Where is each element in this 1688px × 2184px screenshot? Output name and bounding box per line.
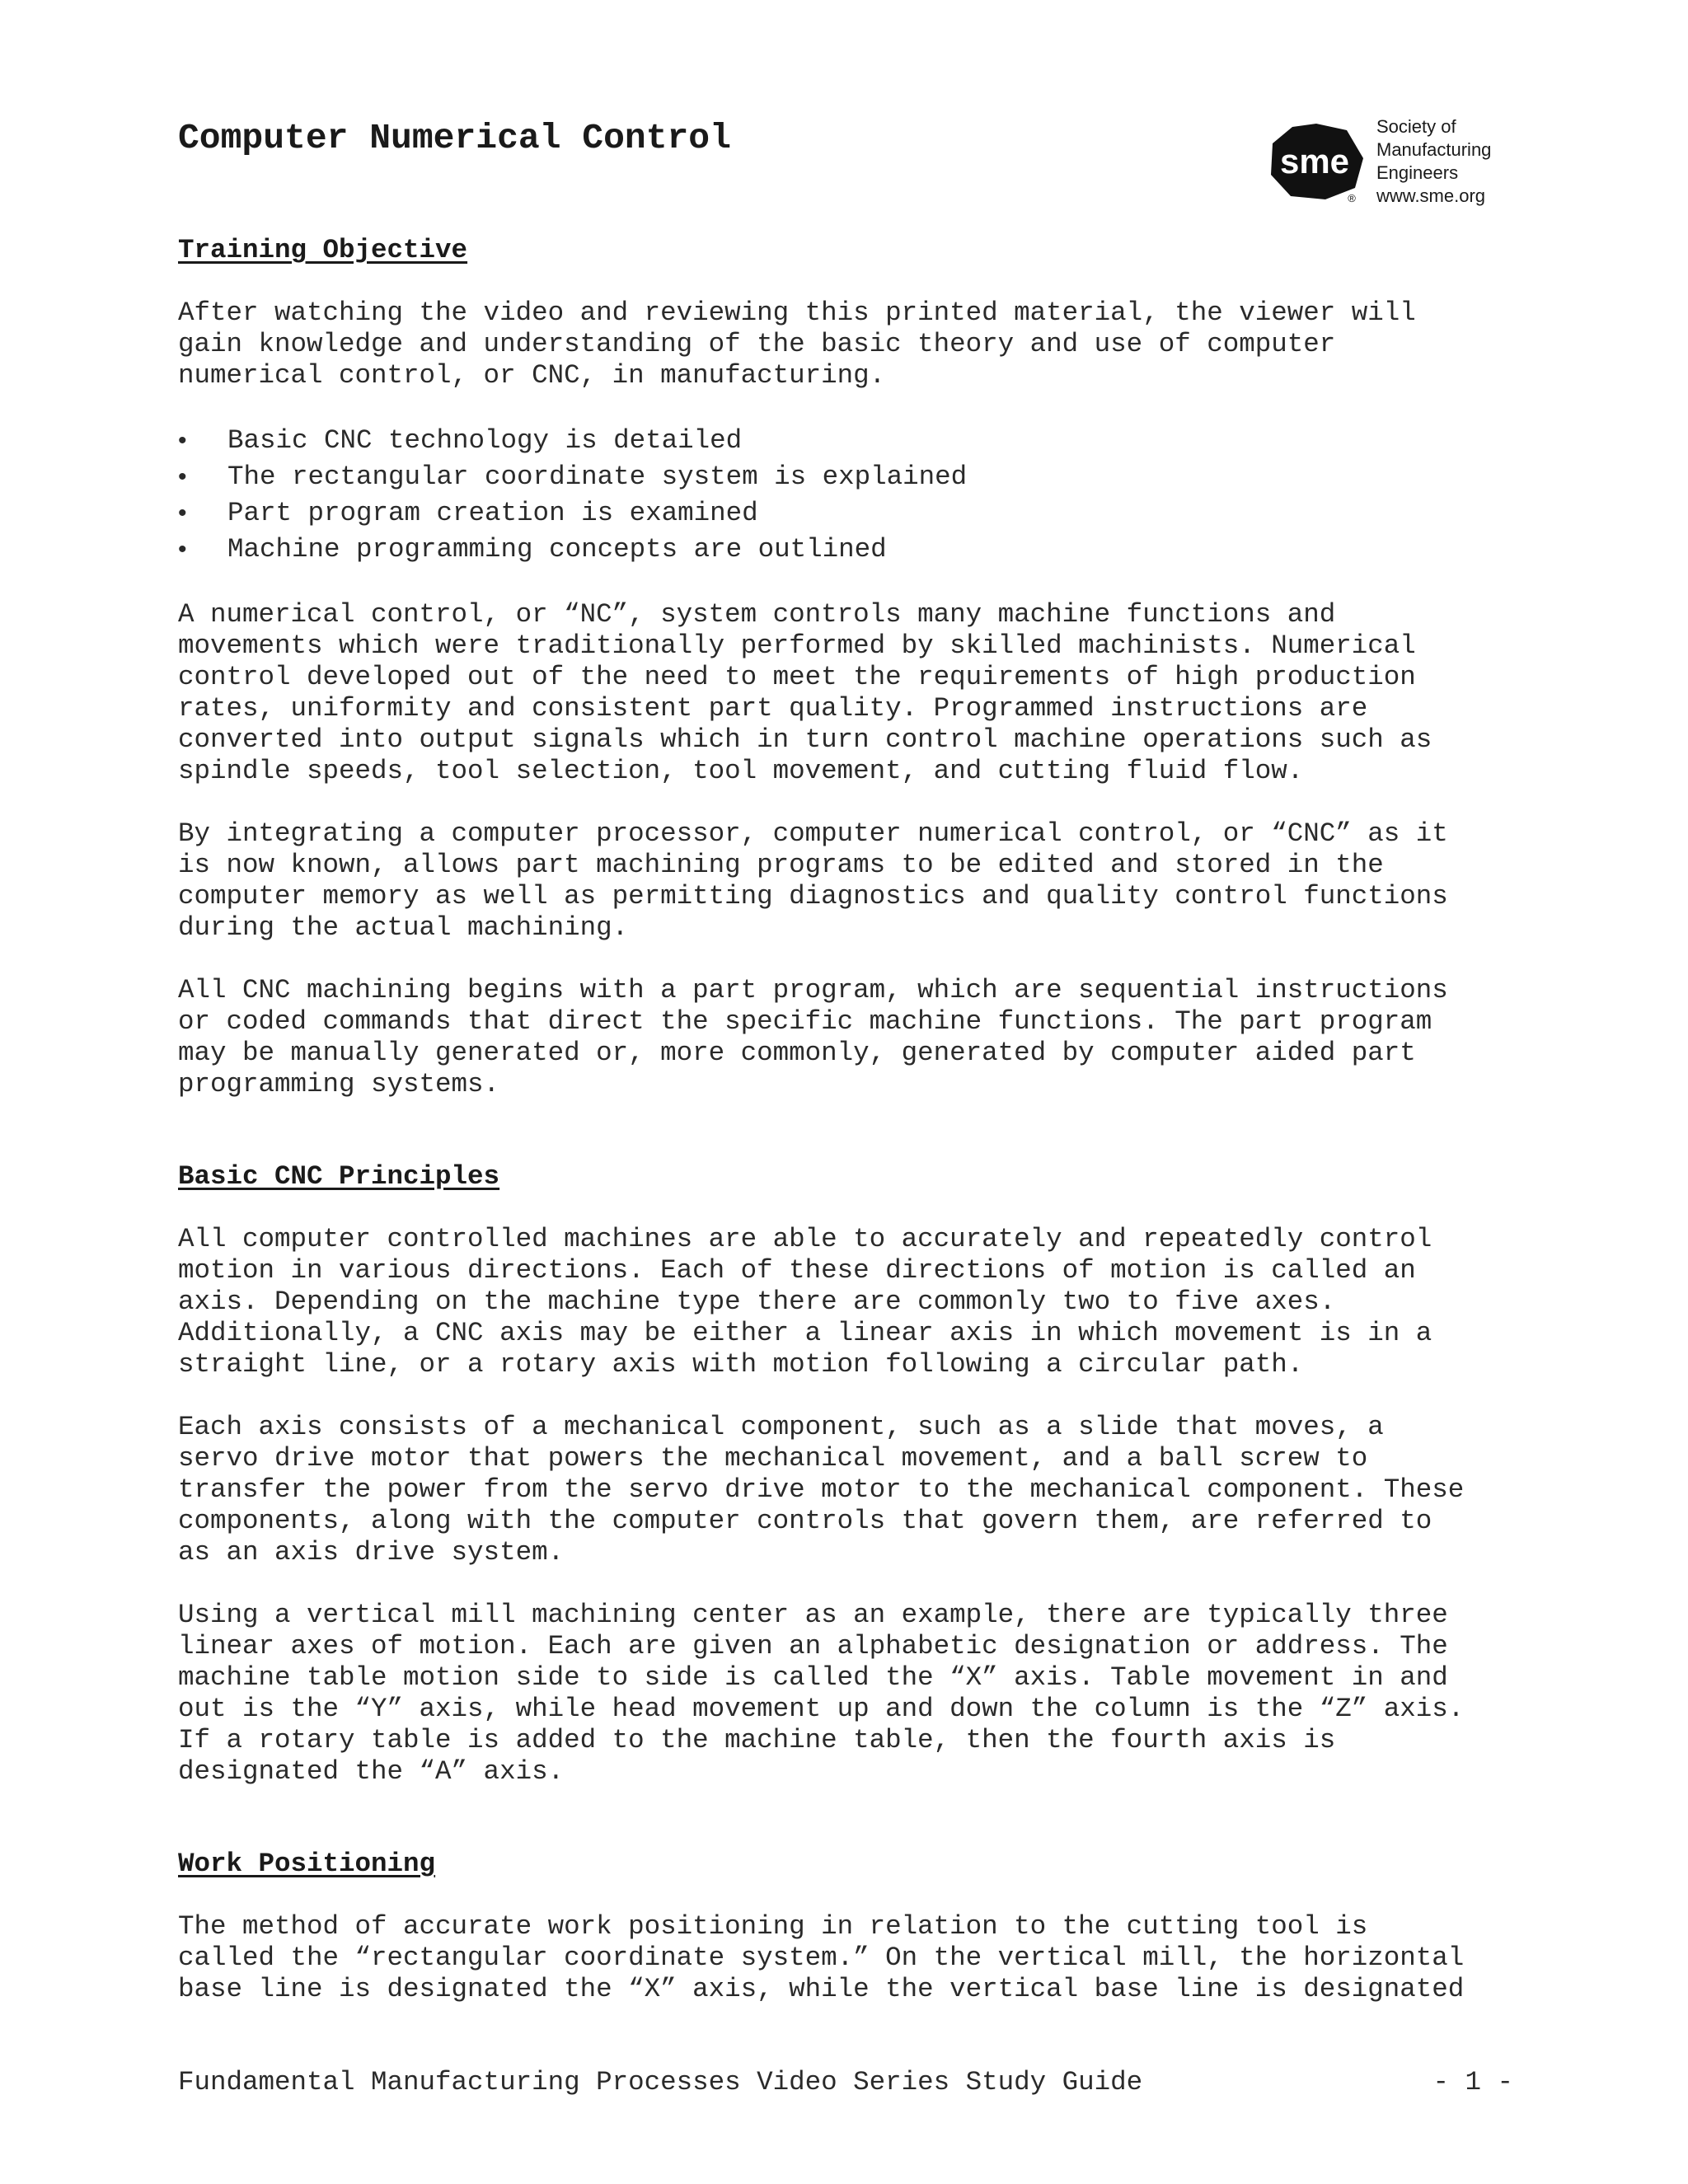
paragraph: A numerical control, or “NC”, system controls many machine functions and movements which were traditionally performed by skilled machinists. Numerical control developed out of the need to meet the requirements of high production rates, uniformity and consistent part quality. Programmed instructions are converted into output signals which in turn control machine operations such as spindle speeds, tool selection, tool movement, and cutting fluid flow. bbox=[178, 599, 1432, 786]
logo-line: Manufacturing bbox=[1376, 139, 1492, 160]
logo-line: Society of bbox=[1376, 116, 1456, 137]
svg-text:sme: sme bbox=[1279, 142, 1350, 180]
objective-list bbox=[178, 423, 1513, 568]
sme-logo-mark bbox=[1266, 120, 1367, 203]
svg-text:®: ® bbox=[1348, 192, 1356, 203]
sme-logo-text bbox=[1376, 115, 1491, 208]
paragraph: All CNC machining begins with a part program, which are sequential instructions or coded commands that direct the specific machine functions. The part program may be manually generated or, more commonly, generated by computer aided part programming systems. bbox=[178, 975, 1448, 1099]
page-number: - 1 - bbox=[1432, 2067, 1513, 2097]
sme-logo bbox=[1266, 115, 1513, 208]
logo-url: www.sme.org bbox=[1376, 185, 1486, 206]
document-body bbox=[178, 235, 1513, 2036]
section-spacer bbox=[178, 1819, 1513, 1849]
list-item bbox=[178, 459, 1513, 495]
logo-line: Engineers bbox=[1376, 162, 1459, 183]
page-title: Computer Numerical Control bbox=[178, 118, 731, 158]
paragraph: Using a vertical mill machining center as an example, there are typically three linear axes of motion. Each are given an alphabetic designation or address. The machine table motion side to side is called the “X” axis. Table movement in and out is the “Y” axis, while head movement up and down the column is the “Z” axis. If a rotary table is added to the machine table, then the fourth axis is designated the “A” axis. bbox=[178, 1600, 1465, 1787]
bullet-icon: • bbox=[178, 536, 187, 563]
list-item-text: Part program creation is examined bbox=[227, 498, 758, 528]
list-item-text: The rectangular coordinate system is explained bbox=[227, 462, 968, 492]
bullet-icon: • bbox=[178, 427, 187, 454]
paragraph: Each axis consists of a mechanical component, such as a slide that moves, a servo drive motor that powers the mechanical movement, and a ball screw to transfer the power from the servo drive motor to the mechanical component. These components, along with the computer controls that govern them, are referred to as an axis drive system. bbox=[178, 1412, 1465, 1568]
section-heading: Work Positioning bbox=[178, 1849, 436, 1879]
list-item bbox=[178, 495, 1513, 532]
list-item bbox=[178, 532, 1513, 568]
paragraph: All computer controlled machines are able to accurately and repeatedly control motion in various directions. Each of these directions of motion is called an axis. Depending on the machine type there are commonly two to five axes. Additionally, a CNC axis may be either a linear axis in which movement is in a straight line, or a rotary axis with motion following a circular path. bbox=[178, 1224, 1432, 1380]
list-item bbox=[178, 423, 1513, 459]
list-item-text: Machine programming concepts are outlined bbox=[227, 534, 887, 565]
section-work-positioning bbox=[178, 1849, 1513, 2005]
list-item-text: Basic CNC technology is detailed bbox=[227, 425, 743, 456]
paragraph: By integrating a computer processor, computer numerical control, or “CNC” as it is now known, allows part machining programs to be edited and stored in the computer memory as well as permitting diagnostics and quality control functions during the actual machining. bbox=[178, 818, 1448, 943]
section-heading: Training Objective bbox=[178, 235, 468, 265]
bullet-icon: • bbox=[178, 499, 187, 527]
footer-title: Fundamental Manufacturing Processes Video Series Study Guide bbox=[178, 2067, 1143, 2097]
section-heading: Basic CNC Principles bbox=[178, 1161, 500, 1192]
paragraph: After watching the video and reviewing this printed material, the viewer will gain knowledge and understanding of the basic theory and use of computer numerical control, or CNC, in manufacturing. bbox=[178, 298, 1416, 391]
bullet-icon: • bbox=[178, 463, 187, 490]
paragraph: The method of accurate work positioning in relation to the cutting tool is called the “rectangular coordinate system.” On the vertical mill, the horizontal base line is designated the “X” axis, while the vertical base line is designated bbox=[178, 1911, 1465, 2004]
section-basic-cnc-principles bbox=[178, 1161, 1513, 1788]
section-spacer bbox=[178, 1132, 1513, 1161]
section-training-objective bbox=[178, 235, 1513, 1100]
